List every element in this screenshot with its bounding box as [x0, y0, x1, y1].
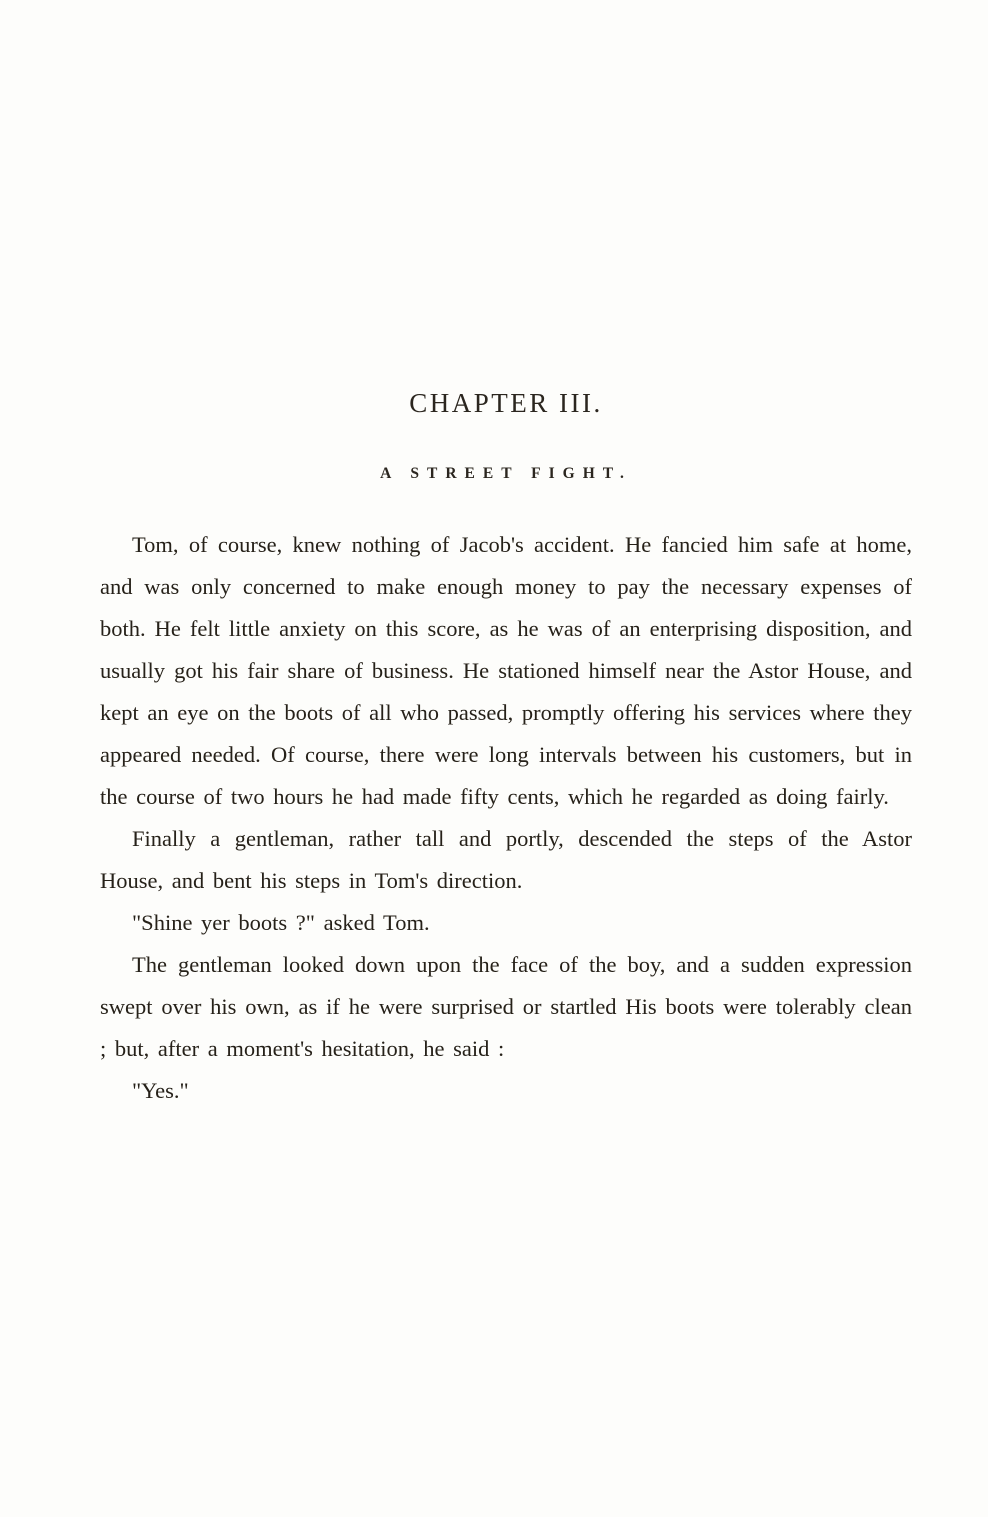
- paragraph-gentleman-reaction: The gentleman looked down upon the face of the boy, and a sudden expression swept over his own, as if he were surprised or startled His boots were tolerably clean ; but, after a moment's hesitation, he said :: [100, 951, 912, 1061]
- chapter-heading: CHAPTER III.: [409, 388, 603, 418]
- paragraph-tom-intro: Tom, of course, knew nothing of Jacob's accident. He fancied him safe at home, and was only concerned to make enough money to pay the necessary expenses of both. He felt little anxiety on this score, as he was of an enterprising disposition, and usually got his fair share of business. He stationed himself near the Astor House, and kept an eye on the boots of all who passed, promptly offering his services where they appeared needed. Of course, there were long intervals between his customers, but in the course of two hours he had made fifty cents, which he regarded as doing fairly.: [100, 531, 912, 809]
- paragraph-dialogue-shine: "Shine yer boots ?" asked Tom.: [132, 909, 430, 935]
- body-text: [100, 524, 912, 1112]
- page-content: [100, 0, 912, 1112]
- chapter-subtitle: A STREET FIGHT.: [380, 465, 632, 483]
- paragraph-dialogue-yes: "Yes.": [132, 1077, 189, 1103]
- paragraph-gentleman-descends: Finally a gentleman, rather tall and portly, descended the steps of the Astor House, and bent his steps in Tom's direction.: [100, 825, 912, 893]
